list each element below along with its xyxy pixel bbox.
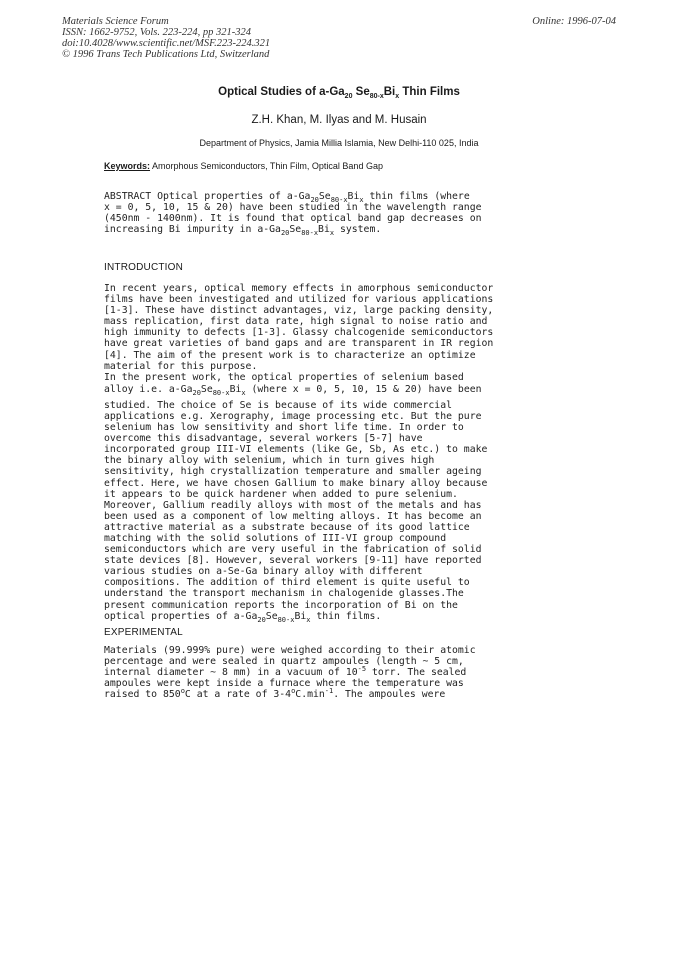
abstract-line: ABSTRACT Optical properties of $a-Ga_{20}Se_{80-x}Bi_x$ thin films (where bbox=[104, 191, 470, 204]
intro-line: attractive material as a substrate because of its good lattice bbox=[104, 521, 470, 533]
experimental-heading: EXPERIMENTAL bbox=[104, 627, 183, 638]
intro-line: incorporated group III-VI elements (like Ge, Sb, As etc.) to make bbox=[104, 444, 488, 456]
doi-line: doi:10.4028/www.scientific.net/MSF.223-224.321 bbox=[62, 38, 271, 49]
abstract-line: x = 0, 5, 10, 15 & 20) have been studied in the wavelength range bbox=[104, 202, 482, 214]
experimental-body bbox=[104, 645, 550, 700]
intro-line: In the present work, the optical properties of selenium based bbox=[104, 371, 464, 383]
intro-line: high immunity to defects [1-3]. Glassy chalcogenide semiconductors bbox=[104, 327, 494, 339]
intro-line: the binary alloy with selenium, which in turn gives high bbox=[104, 455, 435, 467]
intro-line: Moreover, Gallium readily alloys with most of the metals and has bbox=[104, 499, 482, 511]
intro-line: studied. The choice of Se is because of its wide commercial bbox=[104, 399, 452, 411]
journal-header bbox=[62, 16, 270, 60]
intro-line: have great varieties of band gaps and are transparent in IR region bbox=[104, 338, 494, 350]
abstract-line: (450nm - 1400nm). It is found that optical band gap decreases on bbox=[104, 213, 482, 225]
intro-line: selenium has low sensitivity and short life time. In order to bbox=[104, 422, 464, 434]
intro-line: various studies on a-Se-Ga binary alloy with different bbox=[104, 566, 423, 578]
abstract-heading: ABSTRACT bbox=[104, 191, 152, 202]
intro-line: semiconductors which are very useful in the fabrication of solid bbox=[104, 544, 482, 556]
paper-title: Optical Studies of $a-Ga_{20}$ $Se_{80-x}Bi_x$ Thin Films bbox=[218, 86, 460, 100]
intro-line: material for this purpose. bbox=[104, 360, 258, 372]
intro-line: applications e.g. Xerography, image processing etc. But the pure bbox=[104, 410, 482, 422]
introduction-heading: INTRODUCTION bbox=[104, 262, 184, 273]
experimental-line: raised to 850$^o$C at a rate of $3-4^oC.\min^{-1}$. The ampoules were bbox=[104, 687, 446, 701]
abstract-line: increasing Bi impurity in $a-Ga_{20}Se_{80-x}Bi_x$ system. bbox=[104, 224, 382, 238]
intro-line: overcome this disadvantage, several workers [5-7] have bbox=[104, 433, 423, 445]
intro-line: [1-3]. These have distinct advantages, viz, large packing density, bbox=[104, 305, 494, 317]
introduction-body bbox=[104, 283, 550, 622]
authors: Z.H. Khan, M. Ilyas and M. Husain bbox=[251, 114, 427, 126]
intro-line: sensitivity, high crystallization temperature and smaller ageing bbox=[104, 466, 482, 478]
intro-line: state devices [8]. However, several workers [9-11] have reported bbox=[104, 555, 482, 567]
intro-line: [4]. The aim of the present work is to characterize an optimize bbox=[104, 349, 476, 361]
abstract bbox=[104, 191, 550, 238]
intro-line: alloy i.e. $a-Ga_{20}Se_{80-x}Bi_x$ (where x = 0, 5, 10, 15 & 20) have been bbox=[104, 383, 482, 397]
intro-line: been used as a component of low melting alloys. It has become an bbox=[104, 510, 482, 522]
copyright-line: © 1996 Trans Tech Publications Ltd, Switzerland bbox=[62, 49, 270, 60]
intro-line: understand the transport mechanism in chalogenide glasses.The bbox=[104, 588, 464, 600]
experimental-line: percentage and were sealed in quartz ampoules (length ~ 5 cm, bbox=[104, 656, 464, 668]
intro-line: present communication reports the incorporation of Bi on the bbox=[104, 599, 458, 611]
intro-line: effect. Here, we have chosen Gallium to make binary alloy because bbox=[104, 477, 488, 489]
intro-line: it appears to be quick hardener when added to pure selenium. bbox=[104, 488, 458, 500]
keywords-label: Keywords: bbox=[104, 161, 151, 171]
intro-line: mass replication, first data rate, high signal to noise ratio and bbox=[104, 316, 488, 328]
intro-line: optical properties of $a-Ga_{20}Se_{80-x}Bi_x$ thin films. bbox=[104, 610, 382, 624]
intro-line: compositions. The addition of third element is quite useful to bbox=[104, 577, 470, 589]
intro-line: matching with the solid solutions of III-VI group compound bbox=[104, 532, 447, 544]
issn-line: ISSN: 1662-9752, Vols. 223-224, pp 321-324 bbox=[62, 27, 251, 38]
online-date: Online: 1996-07-04 bbox=[532, 16, 616, 27]
experimental-line: internal diameter ~ 8 mm) in a vacuum of $10^{-5}$ torr. The sealed bbox=[104, 665, 467, 679]
journal-name: Materials Science Forum bbox=[62, 16, 169, 27]
experimental-line: ampoules were kept inside a furnace where the temperature was bbox=[104, 678, 464, 690]
affiliation: Department of Physics, Jamia Millia Islamia, New Delhi-110 025, India bbox=[199, 138, 479, 148]
keywords-text: Amorphous Semiconductors, Thin Film, Optical Band Gap bbox=[150, 161, 383, 171]
intro-line: In recent years, optical memory effects in amorphous semiconductor bbox=[104, 283, 494, 294]
intro-line: films have been investigated and utilized for various applications bbox=[104, 294, 494, 306]
keywords bbox=[104, 161, 383, 171]
experimental-line: Materials (99.999% pure) were weighed according to their atomic bbox=[104, 645, 476, 656]
